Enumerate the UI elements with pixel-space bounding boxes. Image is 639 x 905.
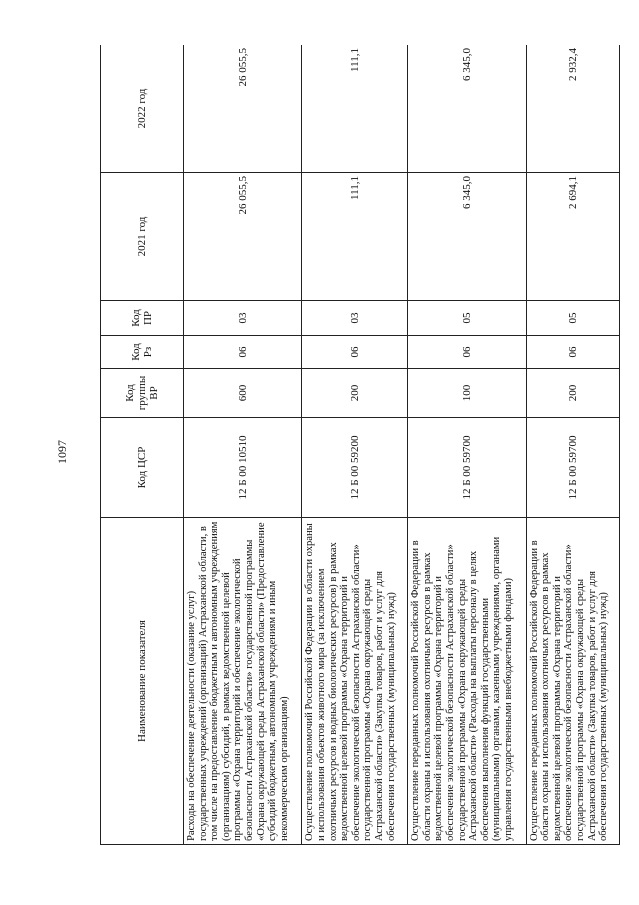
row-name: Осуществление переданных полномочий Российской Федерации в области охраны и использования охотничьих ресурсов в рамках ведомственной целевой программы «Охрана территорий и обеспечение экологической безопасности Астраханской области» государственной программы «Охрана окружающей среды Астраханской области» (Закупка товаров, работ и услуг для обеспечения государственных (муниципальных) нужд): [526, 518, 619, 845]
row-vr: 200: [526, 369, 619, 418]
table-row: [184, 45, 302, 845]
table-row: [526, 45, 619, 845]
rotated-table-frame: [100, 45, 620, 845]
row-pr: 05: [526, 301, 619, 336]
row-rz: 06: [302, 336, 408, 369]
header-2021: 2021 год: [101, 173, 184, 301]
row-2021: 2 694,1: [526, 173, 619, 301]
budget-table: [100, 45, 620, 845]
row-2021: 26 055,5: [184, 173, 302, 301]
row-rz: 06: [526, 336, 619, 369]
row-csr: 12 Б 00 59200: [302, 418, 408, 518]
table-row: [302, 45, 408, 845]
row-pr: 03: [302, 301, 408, 336]
row-csr: 12 Б 00 59700: [526, 418, 619, 518]
header-name: Наименование показателя: [101, 518, 184, 845]
row-pr: 05: [408, 301, 526, 336]
header-pr: Код ПР: [101, 301, 184, 336]
row-pr: 03: [184, 301, 302, 336]
row-2021: 111,1: [302, 173, 408, 301]
header-vr: Код группы ВР: [101, 369, 184, 418]
row-2021: 6 345,0: [408, 173, 526, 301]
row-name: Расходы на обеспечение деятельности (оказание услуг) государственных учреждений (организаций) Астраханской области, в том числе на предоставление бюджетным и автономным учреждениям (организациям) субсидий, в рамках ведомственной целевой программы «Охрана территорий и обеспечение экологической безопасности Астраханской области» государственной программы «Охрана окружающей среды Астраханской области» (Предоставление субсидий бюджетным, автономным учреждениям и иным некоммерческим организациям): [184, 518, 302, 845]
row-vr: 600: [184, 369, 302, 418]
row-name: Осуществление переданных полномочий Российской Федерации в области охраны и использования охотничьих ресурсов в рамках ведомственной целевой программы «Охрана территорий и обеспечение экологической безопасности Астраханской области» государственной программы «Охрана окружающей среды Астраханской области» (Расходы на выплаты персоналу в целях обеспечения выполнения функций государственными (муниципальными) органами, казенными учреждениями, органами управления государственными внебюджетными фондами): [408, 518, 526, 845]
row-2022: 2 932,4: [526, 45, 619, 173]
header-csr: Код ЦСР: [101, 418, 184, 518]
row-rz: 06: [184, 336, 302, 369]
header-rz: Код Рз: [101, 336, 184, 369]
row-name: Осуществление полномочий Российской Федерации в области охраны и использования объектов животного мира (за исключением охотничьих ресурсов и водных биологических ресурсов) в рамках ведомственной целевой программы «Охрана территорий и обеспечение экологической безопасности Астраханской области» государственной программы «Охрана окружающей среды Астраханской области» (Закупка товаров, работ и услуг для обеспечения государственных (муниципальных) нужд): [302, 518, 408, 845]
row-vr: 100: [408, 369, 526, 418]
row-2022: 26 055,5: [184, 45, 302, 173]
rotated-page-container: [100, 45, 620, 845]
header-2022: 2022 год: [101, 45, 184, 173]
page-number: 1097: [55, 440, 69, 464]
row-csr: 12 Б 00 10510: [184, 418, 302, 518]
row-2022: 111,1: [302, 45, 408, 173]
row-vr: 200: [302, 369, 408, 418]
row-2022: 6 345,0: [408, 45, 526, 173]
table-header-row: [101, 45, 184, 845]
row-csr: 12 Б 00 59700: [408, 418, 526, 518]
table-row: [408, 45, 526, 845]
row-rz: 06: [408, 336, 526, 369]
